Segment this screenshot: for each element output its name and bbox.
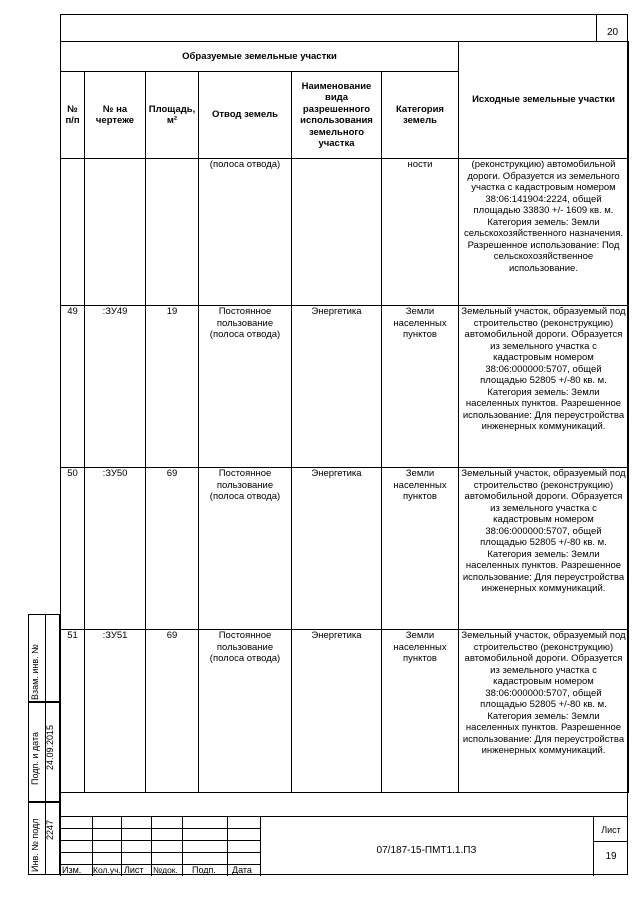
title-block (60, 816, 628, 875)
side-label-inv: Инв. № подл (30, 818, 40, 872)
cell-area: 69 (146, 630, 199, 793)
cell-drawing-no: :ЗУ50 (85, 468, 146, 630)
cell-allotment: (полоса отвода) (199, 159, 292, 306)
cell-allotment: Постоянное пользование (полоса отвода) (199, 306, 292, 468)
col-kol-uch: Кол.уч. (93, 865, 121, 875)
cell-source: Земельный участок, образуемый под строительство (реконструкцию) автомобильной дороги. Образуется из земельного участка с кадастровым номером 38:06:000000:5707, общей площадью 52805 +/-80 кв. м. Категория земель: Земли населенных пунктов. Разрешенное использование: Для переустройства инженерных коммуникаций. (459, 630, 629, 793)
cell-category: Земли населенных пунктов (382, 630, 459, 793)
cell-num: 49 (61, 306, 85, 468)
cell-num: 51 (61, 630, 85, 793)
side-label-podp: Подп. и дата (30, 731, 40, 785)
cell-permitted-use: Энергетика (292, 306, 382, 468)
group-header: Образуемые земельные участки (61, 42, 459, 72)
table-row (61, 630, 629, 793)
table-row (61, 468, 629, 630)
col-list: Лист (124, 865, 144, 875)
sheet-label: Лист (601, 825, 621, 835)
side-label-vzam: Взам. инв. № (30, 644, 40, 700)
cell-allotment: Постоянное пользование (полоса отвода) (199, 630, 292, 793)
cell-category: ности (382, 159, 459, 306)
land-plots-table (60, 41, 629, 793)
header-source: Исходные земельные участки (459, 42, 629, 159)
cell-category: Земли населенных пунктов (382, 468, 459, 630)
cell-area: 69 (146, 468, 199, 630)
col-ndok: №док. (153, 865, 178, 875)
header-category: Категория земель (382, 72, 459, 159)
cell-num (61, 159, 85, 306)
col-izm: Изм. (62, 865, 82, 875)
header-num: № п/п (61, 72, 85, 159)
document-code: 07/187-15-ПМТ1.1.ПЗ (376, 845, 477, 856)
cell-area: 19 (146, 306, 199, 468)
cell-source: (реконструкцию) автомобильной дороги. Образуется из земельного участка с кадастровым номером 38:06:141904:2224, общей площадью 33830 +/- 1609 кв. м. Категория земель: Земли сельскохозяйственного назначения. Разрешенное использование: Под сельскохозяйственное использование. (459, 159, 629, 306)
cell-source: Земельный участок, образуемый под строительство (реконструкцию) автомобильной дороги. Образуется из земельного участка с кадастровым номером 38:06:000000:5707, общей площадью 52805 +/-80 кв. м. Категория земель: Земли населенных пунктов. Разрешенное использование: Для переустройства инженерных коммуникаций. (459, 306, 629, 468)
col-podp: Подп. (192, 865, 216, 875)
cell-area (146, 159, 199, 306)
table-row (61, 159, 629, 306)
page-number: 20 (596, 14, 628, 42)
header-allotment: Отвод земель (199, 72, 292, 159)
side-inv-value: 2247 (45, 819, 55, 840)
header-drawing-no: № на чертеже (85, 72, 146, 159)
header-area: Площадь, м² (146, 72, 199, 159)
cell-permitted-use: Энергетика (292, 468, 382, 630)
cell-drawing-no (85, 159, 146, 306)
table-row (61, 306, 629, 468)
cell-drawing-no: :ЗУ49 (85, 306, 146, 468)
side-date: 24.09.2015 (45, 724, 55, 770)
cell-drawing-no: :ЗУ51 (85, 630, 146, 793)
col-data: Дата (232, 865, 252, 875)
sheet-number: 19 (605, 851, 617, 862)
cell-allotment: Постоянное пользование (полоса отвода) (199, 468, 292, 630)
cell-num: 50 (61, 468, 85, 630)
cell-permitted-use (292, 159, 382, 306)
cell-source: Земельный участок, образуемый под строительство (реконструкцию) автомобильной дороги. Образуется из земельного участка с кадастровым номером 38:06:000000:5707, общей площадью 52805 +/-80 кв. м. Категория земель: Земли населенных пунктов. Разрешенное использование: Для переустройства инженерных коммуникаций. (459, 468, 629, 630)
cell-permitted-use: Энергетика (292, 630, 382, 793)
header-permitted-use: Наименование вида разрешенного использования земельного участка (292, 72, 382, 159)
cell-category: Земли населенных пунктов (382, 306, 459, 468)
